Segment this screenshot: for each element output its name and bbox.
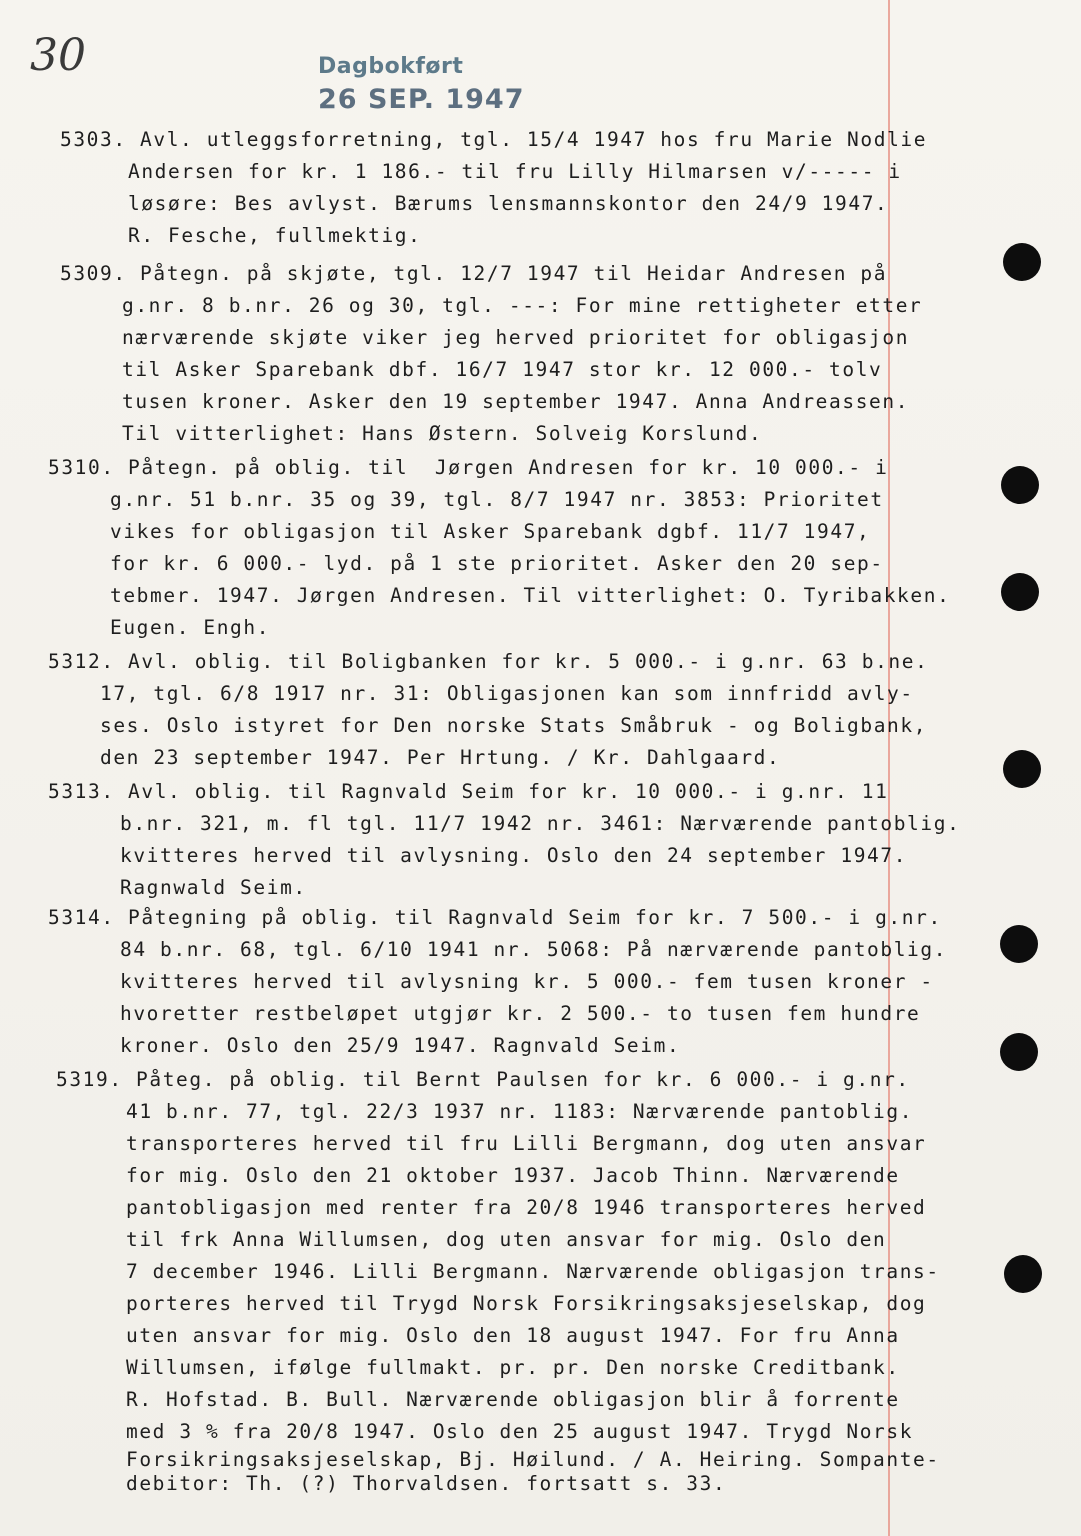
text-line: kroner. Oslo den 25/9 1947. Ragnvald Seim. bbox=[120, 1034, 681, 1057]
text-line: tebmer. 1947. Jørgen Andresen. Til vitterlighet: O. Tyribakken. bbox=[110, 584, 951, 607]
text-line: 7 december 1946. Lilli Bergmann. Nærværende obligasjon trans- bbox=[126, 1260, 940, 1283]
text-line: kvitteres herved til avlysning. Oslo den 24 september 1947. bbox=[120, 844, 908, 867]
text-line: transporteres herved til fru Lilli Bergmann, dog uten ansvar bbox=[126, 1132, 927, 1155]
text-line: R. Fesche, fullmektig. bbox=[128, 224, 422, 247]
text-line: hvoretter restbeløpet utgjør kr. 2 500.- to tusen fem hundre bbox=[120, 1002, 921, 1025]
punch-hole bbox=[1003, 243, 1041, 281]
text-line: Forsikringsaksjeselskap, Bj. Høilund. / A. Heiring. Sompante- bbox=[126, 1448, 940, 1471]
text-line: for mig. Oslo den 21 oktober 1937. Jacob Thinn. Nærværende bbox=[126, 1164, 900, 1187]
text-line: Andersen for kr. 1 186.- til fru Lilly Hilmarsen v/----- i bbox=[128, 160, 902, 183]
punch-hole bbox=[1001, 466, 1039, 504]
text-line: g.nr. 8 b.nr. 26 og 30, tgl. ---: For mine rettigheter etter bbox=[122, 294, 923, 317]
text-line: 5310. Påtegn. på oblig. til Jørgen Andresen for kr. 10 000.- i bbox=[48, 456, 889, 479]
punch-hole bbox=[1001, 573, 1039, 611]
stamp-date: 26 SEP. 1947 bbox=[318, 84, 525, 115]
text-line: nærværende skjøte viker jeg herved prioritet for obligasjon bbox=[122, 326, 910, 349]
text-line: tusen kroner. Asker den 19 september 1947. Anna Andreassen. bbox=[122, 390, 910, 413]
text-line: 5313. Avl. oblig. til Ragnvald Seim for kr. 10 000.- i g.nr. 11 bbox=[48, 780, 889, 803]
text-line: 17, tgl. 6/8 1917 nr. 31: Obligasjonen kan som innfridd avly- bbox=[100, 682, 914, 705]
text-line: 84 b.nr. 68, tgl. 6/10 1941 nr. 5068: På nærværende pantoblig. bbox=[120, 938, 948, 961]
text-line: 5319. Påteg. på oblig. til Bernt Paulsen for kr. 6 000.- i g.nr. bbox=[56, 1068, 910, 1091]
text-line: Eugen. Engh. bbox=[110, 616, 271, 639]
text-line: g.nr. 51 b.nr. 35 og 39, tgl. 8/7 1947 nr. 3853: Prioritet bbox=[110, 488, 884, 511]
punch-hole bbox=[1000, 925, 1038, 963]
text-line: vikes for obligasjon til Asker Sparebank dgbf. 11/7 1947, bbox=[110, 520, 871, 543]
punch-hole bbox=[1000, 1033, 1038, 1071]
text-line: R. Hofstad. B. Bull. Nærværende obligasjon blir å forrente bbox=[126, 1388, 900, 1411]
text-line: kvitteres herved til avlysning kr. 5 000.- fem tusen kroner - bbox=[120, 970, 934, 993]
text-line: løsøre: Bes avlyst. Bærums lensmannskontor den 24/9 1947. bbox=[128, 192, 889, 215]
text-line: porteres herved til Trygd Norsk Forsikringsaksjeselskap, dog bbox=[126, 1292, 927, 1315]
text-line: Til vitterlighet: Hans Østern. Solveig Korslund. bbox=[122, 422, 763, 445]
punch-hole bbox=[1003, 750, 1041, 788]
text-line: ses. Oslo istyret for Den norske Stats Småbruk - og Boligbank, bbox=[100, 714, 928, 737]
text-line: 41 b.nr. 77, tgl. 22/3 1937 nr. 1183: Nærværende pantoblig. bbox=[126, 1100, 914, 1123]
text-line: b.nr. 321, m. fl tgl. 11/7 1942 nr. 3461: Nærværende pantoblig. bbox=[120, 812, 961, 835]
text-line: uten ansvar for mig. Oslo den 18 august 1947. For fru Anna bbox=[126, 1324, 900, 1347]
page-number: 30 bbox=[30, 30, 86, 81]
stamp-title: Dagbokført bbox=[318, 54, 464, 79]
text-line: til Asker Sparebank dbf. 16/7 1947 stor kr. 12 000.- tolv bbox=[122, 358, 883, 381]
text-line: debitor: Th. (?) Thorvaldsen. fortsatt s. 33. bbox=[126, 1472, 727, 1495]
punch-hole bbox=[1004, 1255, 1042, 1293]
text-line: 5309. Påtegn. på skjøte, tgl. 12/7 1947 til Heidar Andresen på bbox=[60, 262, 888, 285]
text-line: 5312. Avl. oblig. til Boligbanken for kr. 5 000.- i g.nr. 63 b.ne. bbox=[48, 650, 929, 673]
text-line: til frk Anna Willumsen, dog uten ansvar for mig. Oslo den bbox=[126, 1228, 887, 1251]
text-line: med 3 % fra 20/8 1947. Oslo den 25 august 1947. Trygd Norsk bbox=[126, 1420, 914, 1443]
text-line: 5303. Avl. utleggsforretning, tgl. 15/4 1947 hos fru Marie Nodlie bbox=[60, 128, 928, 151]
text-line: for kr. 6 000.- lyd. på 1 ste prioritet. Asker den 20 sep- bbox=[110, 552, 884, 575]
text-line: 5314. Påtegning på oblig. til Ragnvald Seim for kr. 7 500.- i g.nr. bbox=[48, 906, 942, 929]
text-line: den 23 september 1947. Per Hrtung. / Kr. Dahlgaard. bbox=[100, 746, 781, 769]
text-line: Ragnwald Seim. bbox=[120, 876, 307, 899]
text-line: pantobligasjon med renter fra 20/8 1946 transporteres herved bbox=[126, 1196, 927, 1219]
text-line: Willumsen, ifølge fullmakt. pr. pr. Den norske Creditbank. bbox=[126, 1356, 900, 1379]
